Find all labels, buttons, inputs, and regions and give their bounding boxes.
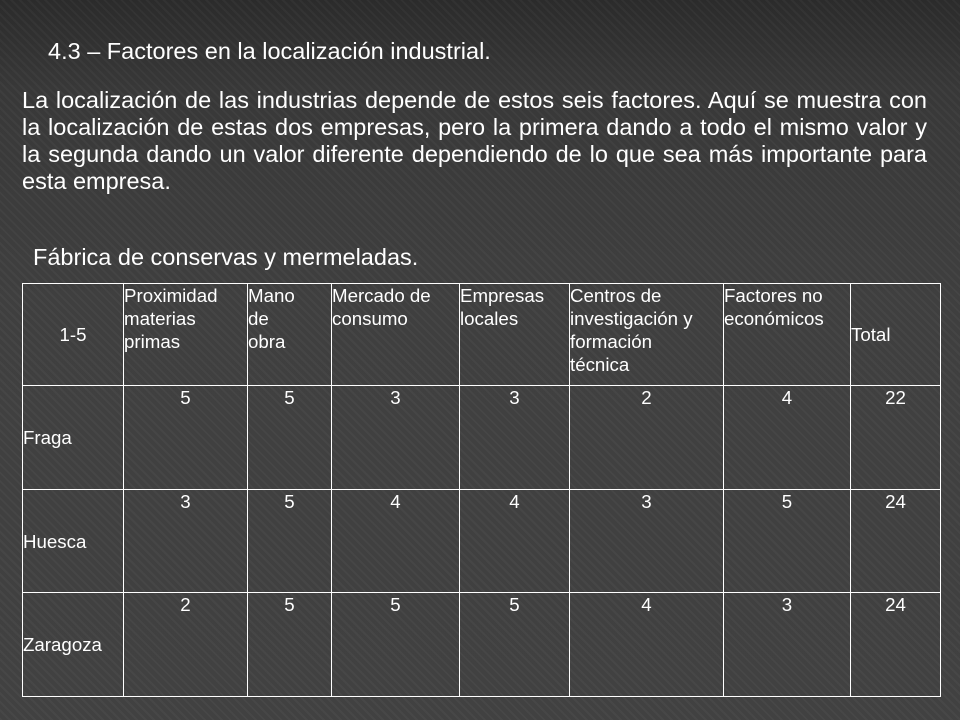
- score-cell: 4: [460, 490, 570, 593]
- row-label: Fraga: [23, 386, 124, 490]
- score-cell: 2: [570, 386, 724, 490]
- intro-paragraph: La localización de las industrias depende de estos seis factores. Aquí se muestra con la localización de estas dos empresas, pero la primera dando a todo el mismo valor y la segunda dando un valor diferente dependiendo de lo que sea más importante para esta empresa.: [22, 87, 927, 194]
- total-cell: 22: [851, 386, 941, 490]
- score-cell: 3: [124, 490, 248, 593]
- col-header-raw-materials: [124, 284, 248, 386]
- col-header-label: Mano de obra: [248, 285, 295, 352]
- table-header-row: [23, 284, 941, 386]
- col-header-consumer-market: [332, 284, 460, 386]
- table-row-fraga: [23, 386, 941, 490]
- score-cell: 2: [124, 593, 248, 697]
- table-row-zaragoza: [23, 593, 941, 697]
- col-header-labor: [248, 284, 332, 386]
- score-cell: 4: [724, 386, 851, 490]
- score-cell: 5: [332, 593, 460, 697]
- score-cell: 5: [724, 490, 851, 593]
- score-cell: 4: [570, 593, 724, 697]
- table-subtitle: Fábrica de conservas y mermeladas.: [33, 244, 419, 270]
- score-cell: 4: [332, 490, 460, 593]
- col-header-label: Centros de investigación y formación técnica: [570, 285, 693, 375]
- col-header-label: Factores no económicos: [724, 285, 824, 329]
- score-cell: 5: [248, 593, 332, 697]
- col-header-scale: 1-5: [23, 284, 124, 386]
- score-cell: 3: [724, 593, 851, 697]
- slide-title: 4.3 – Factores en la localización industrial.: [48, 38, 491, 64]
- score-cell: 3: [570, 490, 724, 593]
- col-header-total: Total: [851, 284, 941, 386]
- table-row-huesca: [23, 490, 941, 593]
- score-cell: 3: [460, 386, 570, 490]
- col-header-local-companies: [460, 284, 570, 386]
- col-header-label: Proximidad materias primas: [124, 285, 218, 352]
- total-cell: 24: [851, 490, 941, 593]
- score-cell: 5: [460, 593, 570, 697]
- score-cell: 5: [124, 386, 248, 490]
- col-header-non-economic-factors: [724, 284, 851, 386]
- col-header-research-centers: [570, 284, 724, 386]
- row-label: Zaragoza: [23, 593, 124, 697]
- score-cell: 3: [332, 386, 460, 490]
- col-header-label: Empresas locales: [460, 285, 545, 329]
- score-cell: 5: [248, 490, 332, 593]
- col-header-label: Mercado de consumo: [332, 285, 431, 329]
- row-label: Huesca: [23, 490, 124, 593]
- total-cell: 24: [851, 593, 941, 697]
- factors-table: [22, 283, 941, 697]
- score-cell: 5: [248, 386, 332, 490]
